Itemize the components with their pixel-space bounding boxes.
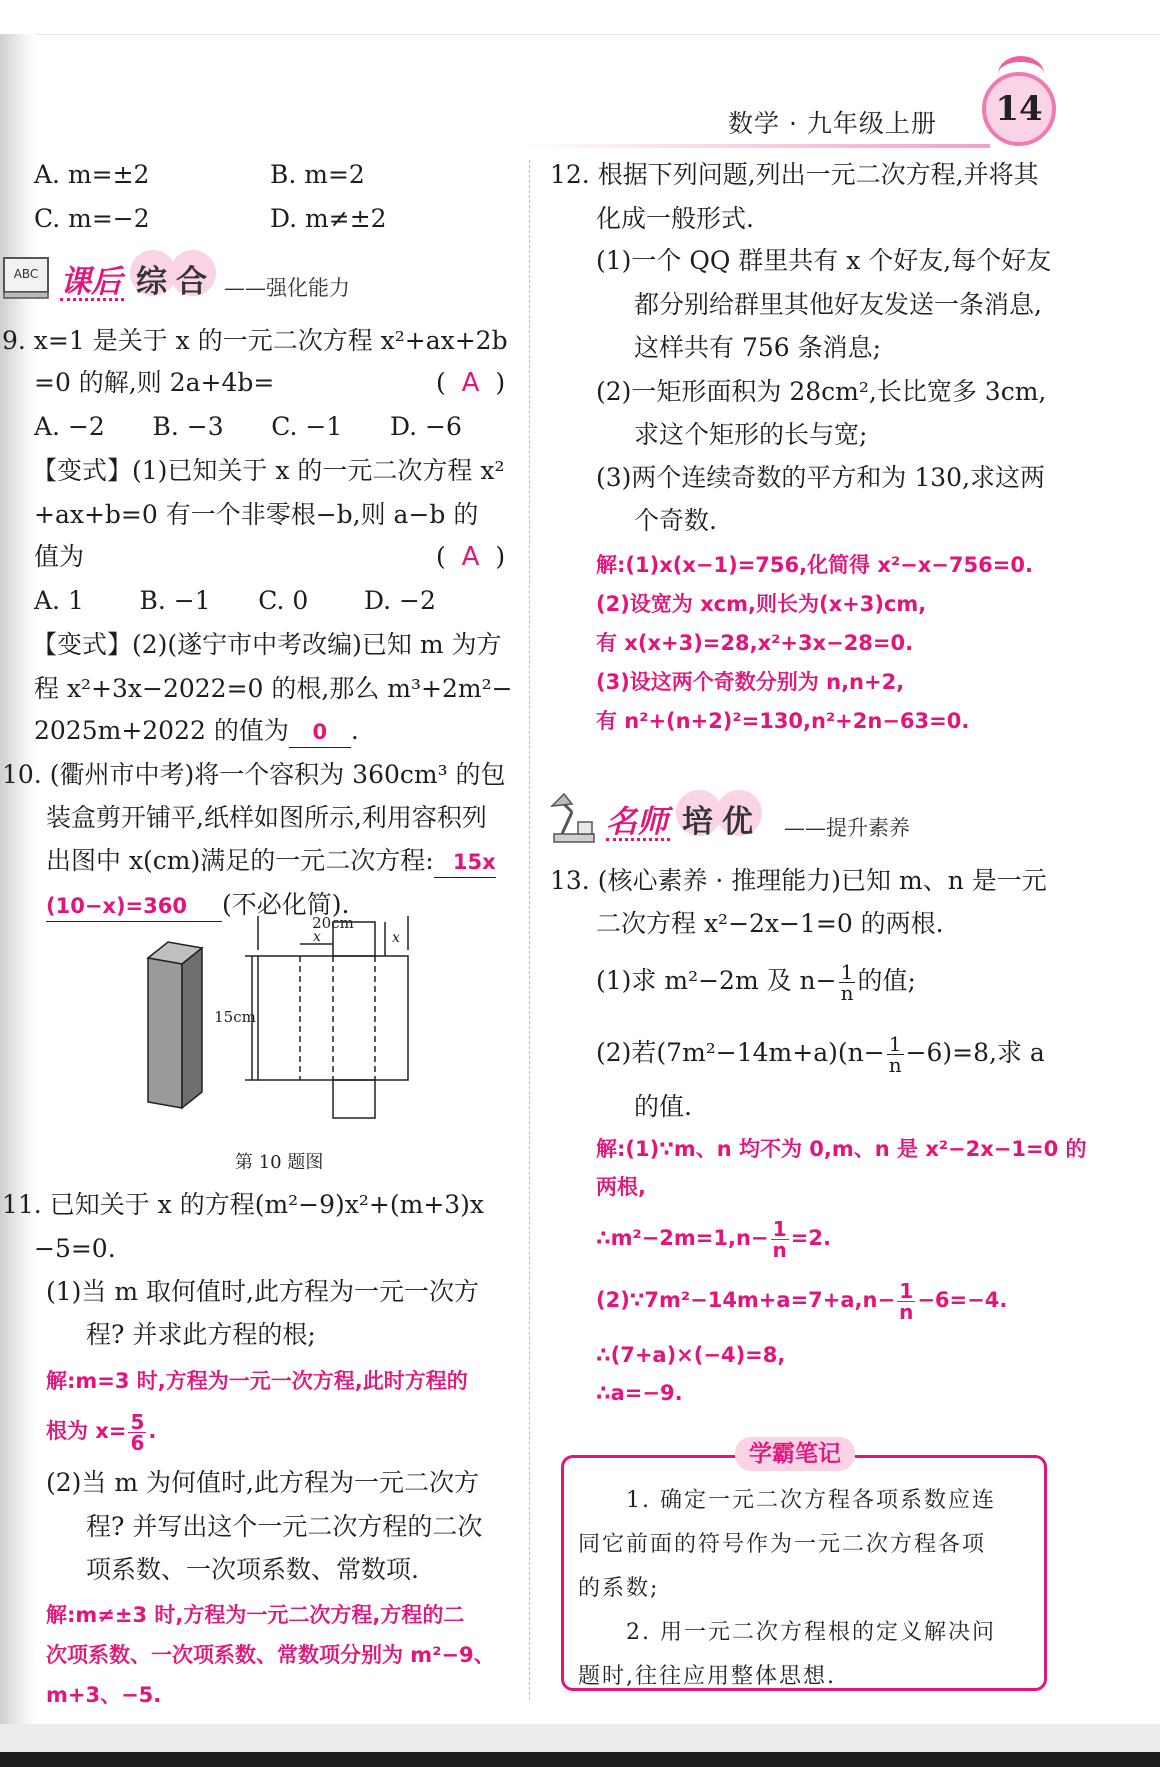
q12-solution-line-2: (2)设宽为 xcm,则长为(x+3)cm,: [596, 592, 927, 616]
q11-solution2-line-1: 解:m≠±3 时,方程为一元二次方程,方程的二: [46, 1603, 465, 1627]
q12-part3-line-1: (3)两个连续奇数的平方和为 130,求这两: [596, 463, 1046, 492]
figure-caption: 第 10 题图: [235, 1152, 324, 1173]
variant2-line-3: [34, 716, 359, 748]
variant1-answer: A: [461, 542, 480, 572]
q10-line-4: [46, 890, 349, 922]
q11-part2-line-3: 项系数、一次项系数、常数项.: [86, 1555, 419, 1584]
q13-part1-text-b: 的值;: [857, 966, 916, 995]
q10-line-1: 10. (衢州市中考)将一个容积为 360cm³ 的包: [2, 760, 506, 789]
column-divider: [529, 160, 530, 1700]
q12-part1-line-1: (1)一个 QQ 群里共有 x 个好友,每个好友: [596, 246, 1052, 275]
q12-part3-line-2: 个奇数.: [634, 506, 717, 535]
section1-title-b: 综: [136, 264, 167, 300]
variant2-line-1: 【变式】(2)(遂宁市中考改编)已知 m 为方: [32, 630, 502, 659]
variant2-line-3b: .: [350, 716, 359, 745]
q11-part1-line-2: 程? 并求此方程的根;: [86, 1320, 316, 1349]
q11-solution1-text: 根为 x=: [46, 1419, 127, 1443]
q13-part1: [596, 956, 916, 1006]
q12-part1-line-3: 这样共有 756 条消息;: [634, 333, 882, 362]
blackboard-abc-icon: [2, 252, 52, 304]
notes-line-2: 同它前面的符号作为一元二次方程各项: [578, 1532, 987, 1557]
frac-num: 1: [887, 1034, 904, 1055]
q12-part2-line-1: (2)一矩形面积为 28cm²,长比宽多 3cm,: [596, 377, 1047, 406]
frac-den: n: [888, 1053, 902, 1077]
desk-lamp-icon: [548, 792, 598, 844]
q10-line-3: [46, 846, 496, 878]
page-bottom-margin: [0, 1724, 1160, 1752]
variant1-line-3: 值为: [34, 542, 85, 571]
q13-solution-4a: (2)∵7m²−14m+a=7+a,n−: [596, 1288, 896, 1312]
notes-line-1: 1. 确定一元二次方程各项系数应连: [626, 1488, 996, 1513]
frac-num: 5: [130, 1409, 145, 1434]
q10-answer-b: (10−x)=360: [46, 894, 187, 918]
q11-part2-line-2: 程? 并写出这个一元二次方程的二次: [86, 1512, 483, 1541]
q13-solution-3-fraction: [771, 1216, 789, 1262]
q13-solution-line-1: 解:(1)∵m、n 均不为 0,m、n 是 x²−2x−1=0 的: [596, 1137, 1087, 1161]
q13-solution-3b: =2.: [790, 1226, 831, 1250]
section1-title-c: 合: [176, 264, 207, 300]
q8-option-d: D. m≠±2: [270, 204, 387, 233]
frac-den: n: [840, 981, 854, 1005]
header-subject: 数学 · 九年级上册: [728, 109, 937, 138]
q11-line-2: −5=0.: [34, 1234, 116, 1263]
section2-title-b: 培: [682, 804, 713, 840]
box-3d-drawing: [148, 942, 202, 1108]
q11-part2-line-1: (2)当 m 为何值时,此方程为一元二次方: [46, 1468, 479, 1497]
q8-option-a: A. m=±2: [34, 160, 150, 189]
section1-dots: [60, 298, 124, 301]
q9-options: A. −2 B. −3 C. −1 D. −6: [34, 412, 462, 441]
q13-part2-fraction: [887, 1034, 904, 1075]
variant2-line-2: 程 x²+3x−2022=0 的根,那么 m³+2m²−: [34, 674, 513, 703]
q12-line-1: 12. 根据下列问题,列出一元二次方程,并将其: [550, 160, 1039, 189]
q13-line-1: 13. (核心素养 · 推理能力)已知 m、n 是一元: [550, 866, 1047, 895]
q9-answer: A: [461, 368, 480, 398]
variant2-line-3a: 2025m+2022 的值为: [34, 716, 289, 745]
q12-solution-line-1: 解:(1)x(x−1)=756,化简得 x²−x−756=0.: [596, 553, 1033, 577]
q12-solution-line-3: 有 x(x+3)=28,x²+3x−28=0.: [596, 631, 914, 655]
figure-width-label: 20cm: [312, 914, 354, 932]
frac-den: 6: [130, 1430, 145, 1455]
viewer-bottom-bar: [0, 1752, 1160, 1767]
section1-title-a: 课后: [60, 264, 122, 300]
frac-num: 1: [839, 962, 856, 983]
section2-dots: [606, 838, 670, 841]
svg-text:ABC: ABC: [13, 267, 39, 281]
q11-part1-line-1: (1)当 m 取何值时,此方程为一元一次方: [46, 1277, 479, 1306]
q12-solution-line-5: 有 n²+(n+2)²=130,n²+2n−63=0.: [596, 709, 970, 733]
q11-solution2-line-2: 次项系数、一次项系数、常数项分别为 m²−9、: [46, 1643, 495, 1667]
q13-part2: [596, 1028, 1045, 1078]
study-notes-title: 学霸笔记: [735, 1437, 855, 1471]
q10-line-2: 装盒剪开铺平,纸样如图所示,利用容积列: [46, 803, 487, 832]
q12-part2-line-2: 求这个矩形的长与宽;: [634, 420, 868, 449]
q8-option-b: B. m=2: [270, 160, 365, 189]
q8-option-c: C. m=−2: [34, 204, 150, 233]
q12-solution-line-4: (3)设这两个奇数分别为 n,n+2,: [596, 670, 905, 694]
notes-line-4: 2. 用一元二次方程根的定义解决问: [626, 1620, 996, 1645]
q13-solution-line-2: 两根,: [596, 1175, 646, 1199]
q10-line-4-text: (不必化简).: [222, 890, 350, 919]
variant1-line-1: 【变式】(1)已知关于 x 的一元二次方程 x²: [32, 456, 505, 485]
header-rule: [520, 144, 990, 148]
section2-subtitle: ——提升素养: [784, 816, 910, 840]
figure-height-label: 15cm: [214, 1008, 256, 1026]
q9-line-2: =0 的解,则 2a+4b=: [34, 368, 275, 397]
frac-num: 1: [771, 1219, 789, 1240]
section-banner-teacher: [548, 790, 948, 852]
viewer-top-bar: [0, 0, 1160, 35]
figure-x-label-2: x: [392, 930, 400, 946]
q11-solution1-fraction: [128, 1409, 146, 1455]
q13-solution-line-4: [596, 1276, 1007, 1324]
q13-part2-line-2: 的值.: [634, 1092, 692, 1121]
q13-solution-4b: −6=−4.: [917, 1288, 1008, 1312]
q10-answer-a: 15x: [452, 850, 496, 874]
notes-line-5: 题时,往往应用整体思想.: [578, 1664, 836, 1689]
section1-subtitle: ——强化能力: [224, 276, 350, 300]
figure-x-label-1: x: [313, 929, 321, 945]
variant2-answer: 0: [312, 720, 328, 744]
q13-solution-line-5: ∴(7+a)×(−4)=8,: [596, 1343, 786, 1367]
q11-solution1-line-1: 解:m=3 时,方程为一元一次方程,此时方程的: [46, 1369, 468, 1393]
section2-title-c: 优: [722, 804, 753, 840]
q10-figure: [140, 914, 430, 1130]
q9-line-1: 9. x=1 是关于 x 的一元二次方程 x²+ax+2b: [2, 326, 508, 355]
frac-num: 1: [897, 1281, 915, 1302]
q12-line-2: 化成一般形式.: [596, 204, 754, 233]
variant1-line-2: +ax+b=0 有一个非零根−b,则 a−b 的: [34, 500, 479, 529]
q13-solution-line-3: [596, 1214, 831, 1262]
q11-solution1-line-2: [46, 1408, 156, 1454]
q13-solution-4-fraction: [897, 1278, 915, 1324]
frac-den: n: [772, 1237, 787, 1262]
q13-line-2: 二次方程 x²−2x−1=0 的两根.: [596, 909, 944, 938]
q13-part1-fraction: [839, 962, 856, 1003]
q10-answer-blank-1: [434, 846, 496, 878]
q11-solution2-line-3: m+3、−5.: [46, 1683, 162, 1707]
q11-solution1-end: .: [148, 1419, 157, 1443]
variant1-answer-bracket: ( A ): [436, 542, 506, 572]
q13-part2-text-a: (2)若(7m²−14m+a)(n−: [596, 1038, 885, 1067]
q13-solution-3a: ∴m²−2m=1,n−: [596, 1226, 769, 1250]
variant1-options: A. 1 B. −1 C. 0 D. −2: [34, 586, 436, 615]
page-number-badge: [982, 72, 1056, 146]
frac-den: n: [899, 1299, 914, 1324]
q9-answer-bracket: ( A ): [436, 368, 506, 398]
section2-title-a: 名师: [606, 804, 668, 840]
page-number: 14: [995, 89, 1043, 129]
q12-part1-line-2: 都分别给群里其他好友发送一条消息,: [634, 290, 1042, 319]
q11-line-1: 11. 已知关于 x 的方程(m²−9)x²+(m+3)x: [2, 1190, 485, 1219]
q13-part1-text-a: (1)求 m²−2m 及 n−: [596, 966, 837, 995]
q10-answer-blank-2: [46, 890, 222, 922]
q13-part2-text-b: −6)=8,求 a: [905, 1038, 1045, 1067]
q13-solution-line-6: ∴a=−9.: [596, 1381, 683, 1405]
variant2-answer-blank: [289, 716, 351, 748]
section-banner-homework: [2, 250, 382, 312]
q10-line-3-text: 出图中 x(cm)满足的一元二次方程:: [46, 846, 434, 875]
notes-line-3: 的系数;: [578, 1576, 660, 1601]
net-drawing: [245, 916, 408, 1118]
